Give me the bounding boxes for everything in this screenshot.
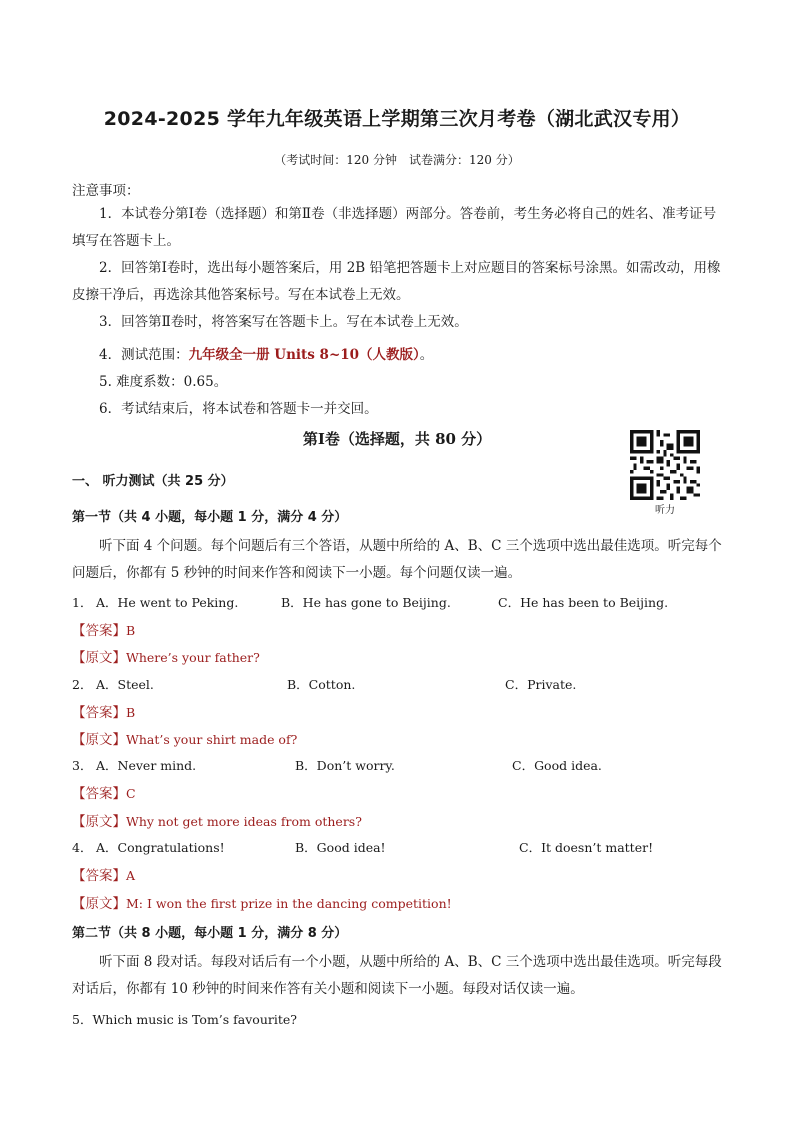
answer-tag: 【答案】: [72, 786, 126, 802]
section2-title: 第二节（共 8 小题，每小题 1 分，满分 8 分）: [72, 926, 348, 941]
original-tag: 【原文】: [72, 814, 126, 830]
option-a: A．Steel.: [96, 677, 154, 692]
answer-line: [72, 782, 136, 802]
listening-title: 一、 听力测试（共 25 分）: [72, 474, 234, 489]
option-a: A．He went to Peking.: [96, 595, 239, 610]
option-c: C．It doesn’t matter!: [519, 840, 654, 855]
answer-tag: 【答案】: [72, 868, 126, 884]
answer-tag: 【答案】: [72, 705, 126, 721]
option-b: B．Don’t worry.: [295, 758, 395, 773]
option-c: C．Good idea.: [512, 758, 602, 773]
answer-line: [72, 619, 135, 639]
option-a: A．Congratulations!: [96, 840, 225, 855]
original-line: [72, 646, 260, 666]
original-line: [72, 892, 452, 912]
qr-code-icon[interactable]: [630, 430, 700, 500]
notice-4: [99, 343, 433, 363]
exam-title: 2024-2025 学年九年级英语上学期第三次月考卷（湖北武汉专用）: [103, 108, 691, 130]
test-scope: 九年级全一册 Units 8~10（人教版）: [188, 347, 420, 363]
notice-2: 2．回答第Ⅰ卷时，选出每小题答案后，用 2B 铅笔把答题卡上对应题目的答案标号涂黑。如需改动，用橡皮擦干净后，再选涂其他答案标号。写在本试卷上无效。: [72, 260, 721, 303]
original-tag: 【原文】: [72, 896, 126, 912]
question-number: 2．: [72, 677, 93, 692]
original-text: M: I won the first prize in the dancing competition!: [126, 896, 452, 911]
notice-6: 6．考试结束后，将本试卷和答题卡一并交回。: [99, 401, 378, 417]
notice-5: 5. 难度系数：0.65。: [99, 374, 228, 390]
original-line: [72, 728, 297, 748]
answer-tag: 【答案】: [72, 623, 126, 639]
answer-value: A: [126, 868, 136, 883]
original-line: [72, 810, 362, 830]
part1-title: 第Ⅰ卷（选择题，共 80 分）: [302, 430, 492, 448]
question-number: 3．: [72, 758, 93, 773]
question-number: 1．: [72, 595, 93, 610]
question-5: 5．Which music is Tom’s favourite?: [72, 1012, 297, 1027]
original-tag: 【原文】: [72, 650, 126, 666]
exam-subtitle: （考试时间：120 分钟 试卷满分：120 分）: [274, 153, 520, 167]
option-c: C．Private.: [505, 677, 577, 692]
option-a: A．Never mind.: [96, 758, 197, 773]
answer-value: B: [126, 623, 136, 638]
notice-3: 3．回答第Ⅱ卷时，将答案写在答题卡上。写在本试卷上无效。: [99, 314, 468, 330]
answer-value: C: [126, 786, 136, 801]
option-b: B．Cotton.: [287, 677, 356, 692]
answer-value: B: [126, 705, 136, 720]
question-number: 4．: [72, 840, 93, 855]
option-b: B．He has gone to Beijing.: [281, 595, 451, 610]
qr-caption: 听力: [655, 505, 675, 516]
option-c: C．He has been to Beijing.: [498, 595, 669, 610]
original-text: Where’s your father?: [126, 650, 260, 665]
notice-4-prefix: 4．测试范围：: [99, 347, 189, 363]
section1-title: 第一节（共 4 小题，每小题 1 分，满分 4 分）: [72, 510, 348, 525]
original-text: What’s your shirt made of?: [126, 732, 298, 747]
section2-instructions: 听下面 8 段对话。每段对话后有一个小题，从题中所给的 A、B、C 三个选项中选出最佳选项。听完每段对话后，你都有 10 秒钟的时间来作答有关小题和阅读下一小题。每段对话仅读一遍。: [72, 954, 722, 997]
notice-label: 注意事项：: [72, 183, 140, 199]
section1-instructions: 听下面 4 个问题。每个问题后有三个答语，从题中所给的 A、B、C 三个选项中选出最佳选项。听完每个问题后，你都有 5 秒钟的时间来作答和阅读下一小题。每个问题仅读一遍。: [72, 538, 722, 581]
answer-line: [72, 864, 135, 884]
option-b: B．Good idea!: [295, 840, 386, 855]
notice-4-suffix: 。: [419, 347, 434, 363]
original-text: Why not get more ideas from others?: [126, 814, 362, 829]
answer-line: [72, 701, 135, 721]
original-tag: 【原文】: [72, 732, 126, 748]
notice-1: 1．本试卷分第Ⅰ卷（选择题）和第Ⅱ卷（非选择题）两部分。答卷前，考生务必将自己的姓名、准考证号填写在答题卡上。: [72, 206, 717, 249]
